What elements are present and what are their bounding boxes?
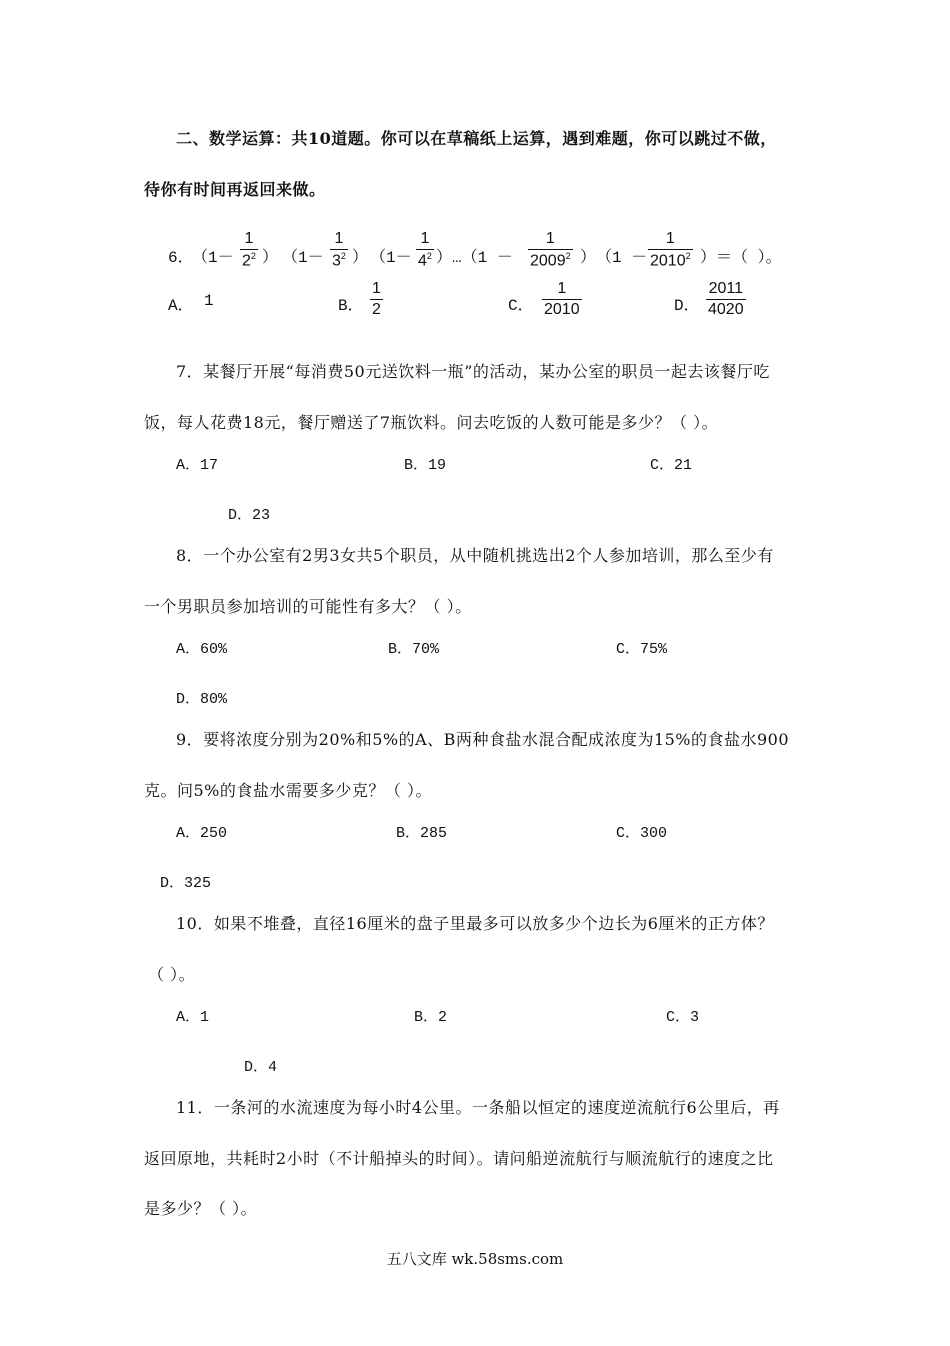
q6-option-b-denominator: 2 <box>372 301 381 318</box>
q6-term-close: ） <box>580 249 597 267</box>
q7-option-c[interactable]: C．21 <box>650 457 693 474</box>
q6-fraction-numerator: 1 <box>334 230 344 247</box>
fraction-bar <box>648 249 693 250</box>
q8-option-c[interactable]: C．75% <box>616 641 668 658</box>
q6-term-close: ） <box>262 249 279 267</box>
q11-stem-line2: 返回原地，共耗时2小时（不计船掉头的时间）。请问船逆流航行与顺流航行的速度之比 <box>144 1149 774 1168</box>
q6-tail: ＝（ ）。 <box>716 249 782 267</box>
q9-stem-line1: 9．要将浓度分别为20%和5%的A、B两种食盐水混合配成浓度为15%的食盐水900 <box>176 730 790 749</box>
q6-fraction <box>648 230 693 270</box>
q7-option-a[interactable]: A．17 <box>176 457 219 474</box>
q9-option-d[interactable]: D．325 <box>160 875 212 892</box>
q6-option-d-numerator: 2011 <box>708 280 743 297</box>
q6-exponent: 2 <box>426 251 432 261</box>
fraction-bar <box>330 249 348 250</box>
q6-prefix: 6． <box>168 249 194 267</box>
q11-stem-line1: 11．一条河的水流速度为每小时4公里。一条船以恒定的速度逆流航行6公里后，再 <box>176 1098 780 1117</box>
q10-option-d[interactable]: D．4 <box>244 1059 278 1076</box>
q6-option-a-value: 1 <box>204 292 214 310</box>
q8-option-d[interactable]: D．80% <box>176 691 228 708</box>
q6-term-open: （1－ <box>282 249 324 267</box>
q6-option-c-denominator: 2010 <box>544 301 580 318</box>
q6-fraction-denominator: 2009 <box>530 252 566 270</box>
q6-option-b-label: B． <box>338 297 364 315</box>
q6-fraction <box>240 230 258 270</box>
section-heading-line2: 待你有时间再返回来做。 <box>144 180 326 199</box>
q6-fraction-denominator: 2010 <box>650 252 686 270</box>
q6-fraction-numerator: 1 <box>244 230 254 247</box>
q6-term-open: （1－ <box>192 249 234 267</box>
q6-option-c-numerator: 1 <box>557 280 567 297</box>
section-heading-line1: 二、数学运算：共10道题。你可以在草稿纸上运算，遇到难题，你可以跳过不做， <box>176 129 777 148</box>
q10-stem-line1: 10．如果不堆叠，直径16厘米的盘子里最多可以放多少个边长为6厘米的正方体？ <box>176 914 774 933</box>
q6-option-d-denominator: 4020 <box>708 301 744 318</box>
q6-fraction-denominator: 3 <box>332 252 341 270</box>
q6-option-d-fraction <box>706 280 746 319</box>
q6-fraction-numerator: 1 <box>420 230 430 247</box>
q6-term-open: …（1 － <box>452 249 513 267</box>
q6-option-c-label: C． <box>508 297 534 315</box>
q7-stem-line2: 饭，每人花费18元，餐厅赠送了7瓶饮料。问去吃饭的人数可能是多少？（ ）。 <box>144 413 719 432</box>
q6-term-close: ） <box>352 249 369 267</box>
q9-option-c[interactable]: C．300 <box>616 825 668 842</box>
q6-fraction-denominator: 2 <box>242 252 251 270</box>
q7-option-d[interactable]: D．23 <box>228 507 271 524</box>
fraction-bar <box>706 299 746 300</box>
fraction-bar <box>416 249 434 250</box>
fraction-bar <box>370 299 383 300</box>
q8-stem-line1: 8．一个办公室有2男3女共5个职员，从中随机挑选出2个人参加培训，那么至少有 <box>176 546 774 565</box>
q6-exponent: 2 <box>340 251 346 261</box>
q6-term-close: ） <box>700 249 717 267</box>
q6-option-b-fraction <box>370 280 383 319</box>
q9-option-b[interactable]: B．285 <box>396 825 448 842</box>
q10-option-b[interactable]: B．2 <box>414 1009 448 1026</box>
q8-stem-line2: 一个男职员参加培训的可能性有多大？（ ）。 <box>144 597 472 616</box>
q9-stem-line2: 克。问5%的食盐水需要多少克？（ ）。 <box>144 781 432 800</box>
q8-option-a[interactable]: A．60% <box>176 641 228 658</box>
fraction-bar <box>528 249 573 250</box>
q7-stem-line1: 7．某餐厅开展“每消费50元送饮料一瓶”的活动，某办公室的职员一起去该餐厅吃 <box>176 362 770 381</box>
q7-option-b[interactable]: B．19 <box>404 457 447 474</box>
page-footer: 五八文库 wk.58sms.com <box>386 1250 564 1268</box>
q6-fraction <box>416 230 434 270</box>
q6-term-open: （1－ <box>370 249 412 267</box>
q11-stem-line3: 是多少？（ ）。 <box>144 1199 258 1218</box>
q6-term-close: ） <box>436 249 453 267</box>
q8-option-b[interactable]: B．70% <box>388 641 440 658</box>
q10-stem-line2: （ ）。 <box>148 965 196 984</box>
q6-fraction-numerator: 1 <box>545 230 555 247</box>
q6-fraction-denominator: 4 <box>418 252 427 270</box>
q6-exponent: 2 <box>565 251 571 261</box>
q6-exponent: 2 <box>250 251 256 261</box>
q6-option-b-numerator: 1 <box>372 280 381 297</box>
q9-option-a[interactable]: A．250 <box>176 825 228 842</box>
fraction-bar <box>542 299 582 300</box>
fraction-bar <box>240 249 258 250</box>
q6-option-a-label: A． <box>168 297 194 315</box>
q6-exponent: 2 <box>685 251 691 261</box>
q6-option-c-fraction <box>542 280 582 319</box>
q6-term-open: （1 － <box>596 249 648 267</box>
q6-fraction-numerator: 1 <box>665 230 675 247</box>
q10-option-a[interactable]: A．1 <box>176 1009 210 1026</box>
q6-fraction <box>330 230 348 270</box>
q6-fraction <box>528 230 573 270</box>
q6-option-d-label: D． <box>674 297 700 315</box>
q10-option-c[interactable]: C．3 <box>666 1009 700 1026</box>
